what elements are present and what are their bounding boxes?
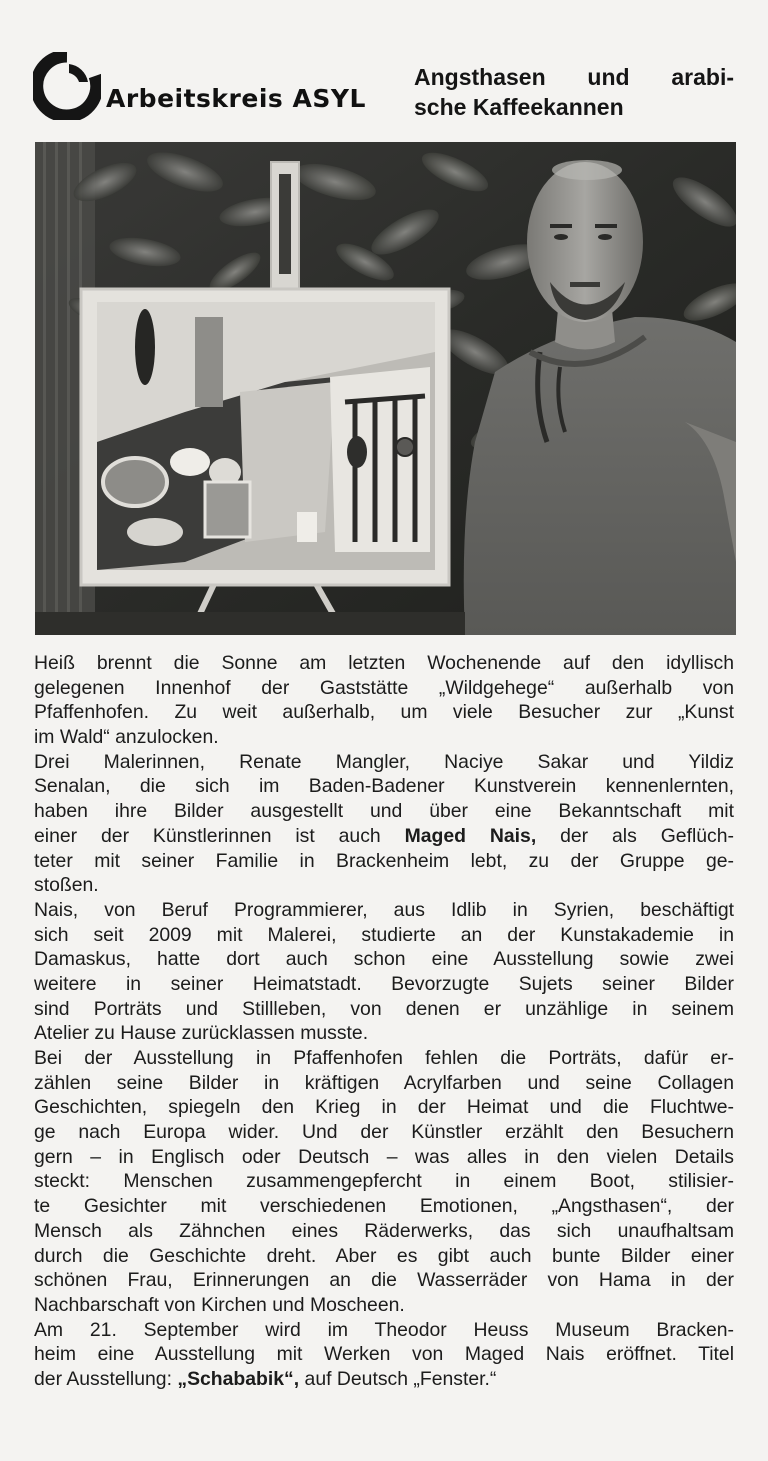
article-line: Nachbarschaft von Kirchen und Moscheen. [34, 1293, 405, 1316]
headline-line: sche Kaffeekannen [414, 94, 624, 120]
article-line [34, 1367, 734, 1392]
article-headline [414, 62, 734, 122]
line-text: der Ausstellung: [34, 1367, 178, 1390]
article-line: sind Porträts und Stillleben, von denen er unzählige in seinem [34, 997, 734, 1020]
article-body [34, 651, 734, 1392]
article-line: Geschichten, spiegeln den Krieg in der Heimat und die Fluchtwe- [34, 1096, 734, 1119]
article-line: heim eine Ausstellung mit Werken von Maged Nais eröffnet. Titel [34, 1343, 734, 1366]
article-photo [35, 142, 736, 635]
article-line: Senalan, die sich im Baden-Badener Kunstverein kennenlernten, [34, 775, 734, 798]
article-line: Atelier zu Hause zurücklassen musste. [34, 1022, 369, 1045]
article-line: Pfaffenhofen. Zu weit außerhalb, um viele Besucher zur „Kunst [34, 701, 734, 724]
line-text: auf Deutsch „Fenster.“ [299, 1367, 497, 1390]
artist-photo-illustration [35, 142, 736, 635]
article-line: gern – in Englisch oder Deutsch – was alles in den vielen Details [34, 1145, 734, 1168]
article-line: stoßen. [34, 874, 99, 897]
article-line: Drei Malerinnen, Renate Mangler, Naciye Sakar und Yildiz [34, 750, 734, 773]
article-line: teter mit seiner Familie in Brackenheim lebt, zu der Gruppe ge- [34, 849, 734, 872]
article-line: sich seit 2009 mit Malerei, studierte an der Kunstakademie in [34, 923, 734, 946]
organization-name: Arbeitskreis ASYL [106, 84, 366, 113]
article-line: gelegenen Innenhof der Gaststätte „Wildgehege“ außerhalb von [34, 676, 734, 699]
article-paragraph [34, 1318, 734, 1392]
article-line: im Wald“ anzulocken. [34, 726, 219, 749]
article-line: Nais, von Beruf Programmierer, aus Idlib in Syrien, beschäftigt [34, 898, 734, 921]
article-line: durch die Geschichte dreht. Aber es gibt auch bunte Bilder einer [34, 1244, 734, 1267]
article-line [34, 824, 734, 849]
article-line: te Gesichter mit verschiedenen Emotionen, „Angsthasen“, der [34, 1195, 734, 1218]
bold-text: „Schababik“, [177, 1367, 300, 1390]
bold-text: Maged Nais, [404, 824, 537, 847]
article-line: Bei der Ausstellung in Pfaffenhofen fehlen die Porträts, dafür er- [34, 1047, 734, 1069]
article-line: schönen Frau, Erinnerungen an die Wasserräder von Hama in der [34, 1269, 734, 1292]
article-paragraph [34, 651, 734, 750]
article-line: ge nach Europa wider. Und der Künstler erzählt den Besuchern [34, 1121, 734, 1144]
line-text: der als Geflüch- [536, 824, 734, 847]
arbeitskreis-asyl-logo-icon [33, 52, 101, 120]
article-line: Mensch als Zähnchen eines Räderwerks, das sich unaufhaltsam [34, 1219, 734, 1242]
article-line: Damaskus, hatte dort auch schon eine Ausstellung sowie zwei [34, 948, 734, 971]
article-line: haben ihre Bilder ausgestellt und über eine Bekanntschaft mit [34, 800, 734, 823]
article-line: steckt: Menschen zusammengepfercht in einem Boot, stilisier- [34, 1170, 734, 1193]
article-line: zählen seine Bilder in kräftigen Acrylfarben und seine Collagen [34, 1071, 734, 1094]
article-paragraph [34, 1046, 734, 1318]
headline-line: Angsthasen und arabi- [414, 64, 734, 90]
article-line: Am 21. September wird im Theodor Heuss Museum Bracken- [34, 1318, 734, 1341]
article-paragraph [34, 750, 734, 898]
article-line: Heiß brennt die Sonne am letzten Wochenende auf den idyllisch [34, 652, 734, 674]
article-paragraph [34, 898, 734, 1046]
article-line: weitere in seiner Heimatstadt. Bevorzugte Sujets seiner Bilder [34, 972, 734, 995]
article-header [0, 0, 768, 140]
line-text: einer der Künstlerinnen ist auch [34, 824, 405, 847]
